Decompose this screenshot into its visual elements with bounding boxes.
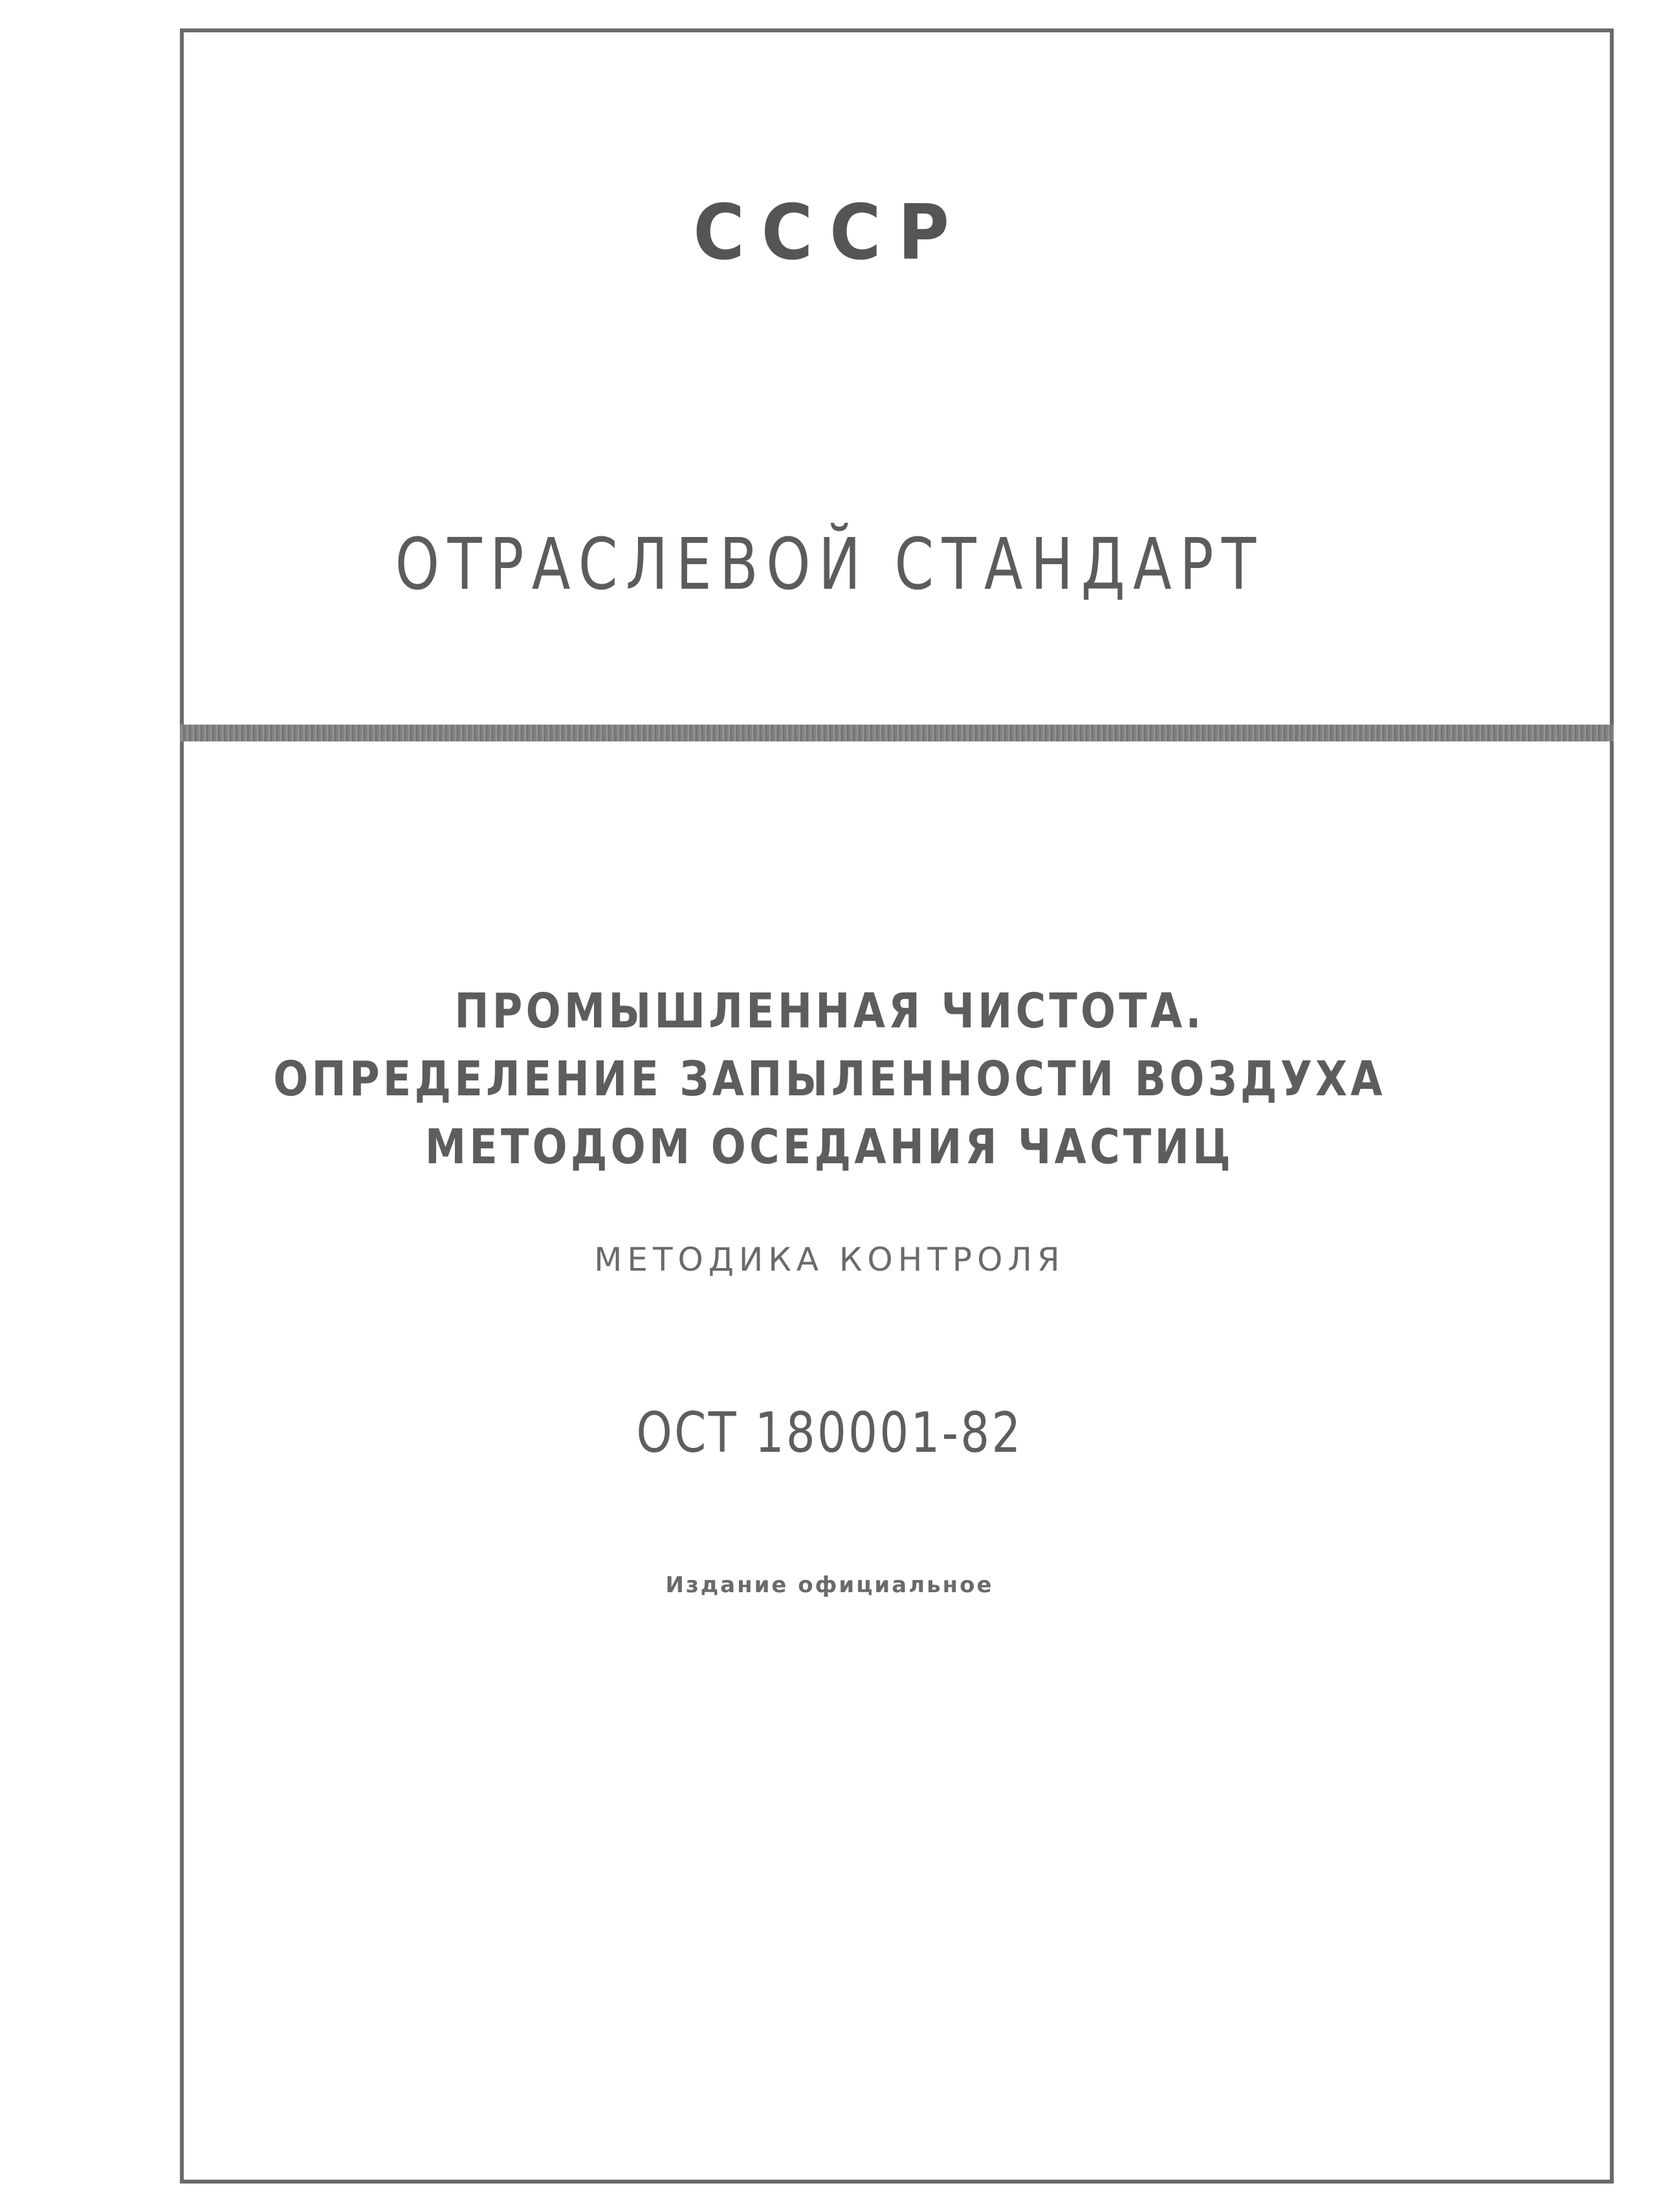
document-subtitle: МЕТОДИКА КОНТРОЛЯ — [594, 1241, 1065, 1278]
country-heading: СССР — [693, 188, 966, 277]
header-divider — [180, 725, 1614, 741]
document-title-line-3: МЕТОДОМ ОСЕДАНИЯ ЧАСТИЦ — [424, 1119, 1235, 1175]
standard-type-heading: ОТРАСЛЕВОЙ СТАНДАРТ — [395, 523, 1264, 606]
document-title-line-2: ОПРЕДЕЛЕНИЕ ЗАПЫЛЕННОСТИ ВОЗДУХА — [273, 1051, 1386, 1107]
edition-note: Издание официальное — [665, 1572, 994, 1598]
standard-code: ОСТ 180001-82 — [636, 1401, 1023, 1465]
document-title-line-1: ПРОМЫШЛЕННАЯ ЧИСТОТА. — [454, 983, 1205, 1039]
